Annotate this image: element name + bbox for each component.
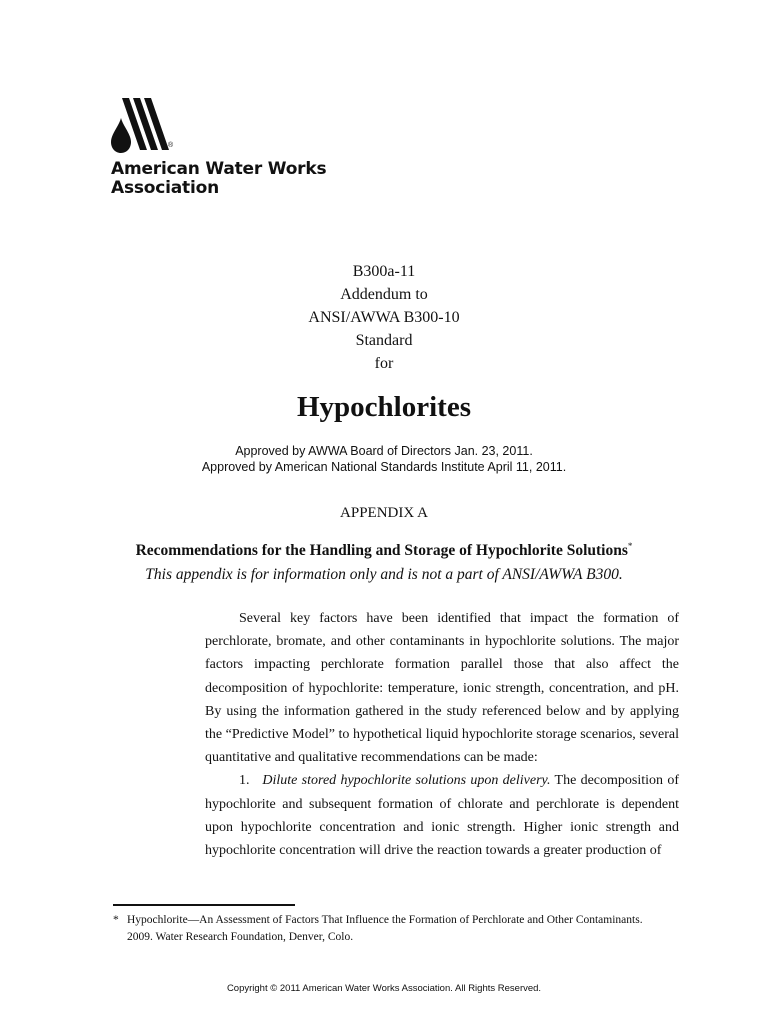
footnote-line2: 2009. Water Research Foundation, Denver, Colo. [127,930,354,943]
list-item [205,769,679,862]
approval-ansi: Approved by American National Standards Institute April 11, 2011. [201,459,567,474]
recommendations-heading [0,536,768,561]
organization-name [111,160,326,198]
recommendations-heading-text: Recommendations for the Handling and Storage of Hypochlorite Solutions [135,542,628,560]
footnote-reference: * [627,541,633,551]
organization-name-line2: Association [111,178,219,198]
approval-awwa: Approved by AWWA Board of Directors Jan. 23, 2011. [235,444,533,458]
footnote-line1: Hypochlorite—An Assessment of Factors That Influence the Formation of Perchlorate and Other Contaminants. [127,914,643,926]
appendix-heading: APPENDIX A [340,505,428,521]
list-item-text: The decomposition of hypochlorite and subsequent formation of chlorate and perchlorate is dependent upon hypochlorite concentration and ionic strength. Higher ionic strength and hypochlorite concentration will drive the reaction towards a greater production of [205,773,679,859]
organization-name-line1: American Water Works [111,159,327,179]
base-standard: ANSI/AWWA B300-10 [308,309,460,326]
standard-label: Standard [355,332,413,349]
copyright-notice: Copyright © 2011 American Water Works Association. All Rights Reserved. [226,983,542,994]
awwa-logo-icon [111,98,181,158]
list-item-number: 1. [239,773,250,789]
registered-mark: ® [168,142,174,149]
addendum-label: Addendum to [340,286,428,303]
standard-number: B300a-11 [352,263,416,280]
footnote-divider [113,904,295,906]
page-title: Hypochlorites [297,391,471,423]
information-note: This appendix is for information only and is not a part of ANSI/AWWA B300. [145,566,623,583]
paragraph: Several key factors have been identified that impact the formation of perchlorate, bromate, and other contaminants in hypochlorite solutions. The major factors impacting perchlorate formation parallel those that also affect the decomposition of hypochlorite: temperature, ionic strength, concentration, and pH. By using the information gathered in the study referenced below and by applying the “Predictive Model” to hypothetical liquid hypochlorite storage scenarios, several quantitative and qualitative recommendations can be made: [205,611,679,766]
footnote [113,912,683,945]
for-label: for [374,355,394,372]
approval-notes [0,444,768,475]
body-text [205,607,679,862]
list-item-title: Dilute stored hypochlorite solutions upon delivery. [262,773,551,789]
standard-title-block [0,260,768,375]
footnote-marker: * [113,914,119,926]
